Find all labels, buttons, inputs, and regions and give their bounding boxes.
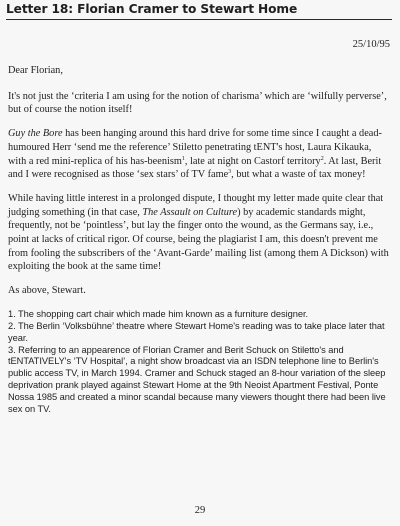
footnote-ref-2: 2 xyxy=(320,155,324,162)
paragraph-2-text-a: has been hanging around this hard drive for some time since I caught a dead-humoured Herr ‘send me the reference’ Stiletto penetrating tENT's host, Laura Kikauka, with a red mini-replica of his has-beenism xyxy=(8,128,382,167)
salutation: Dear Florian, xyxy=(8,65,63,76)
paragraph-2 xyxy=(8,127,390,182)
paragraph-2-text-b: , late at night on Castorf territory xyxy=(184,155,321,167)
footnote-2: 2. The Berlin ‘Volksbühne’ theatre where Stewart Home's reading was to take place later that year. xyxy=(8,320,385,343)
book-title-assault-on-culture: The Assault on Culture xyxy=(142,206,238,218)
footnote-3: 3. Referring to an appearence of Florian Cramer and Berit Schuck on Stiletto's and tENTATIVELY's ‘TV Hospital’, a night show broadcast via an ISDN telephone line to Berlin's public access TV, in March 1994. Cramer and Schuck staged an 8-hour variation of the sleep deprivation prank played against Stewart Home at the 9th Neoist Apartment Festival, Ponte Nossa 1985 and created a minor scandal because many viewers thought there had been live sex on TV. xyxy=(8,344,386,415)
footnote-ref-1: 1 xyxy=(181,155,185,162)
paragraph-3-text-b: ) by academic standards might, frequently, not be ‘pointless’, but lay the finger onto the wound, as the Germans say, i.e., point at lacks of critical rigor. Of course, being the plagiarist I am, this doesn't prevent me from fooling the subscribers of the ‘Avant-Garde’ mailing list (among them A Dickson) with exploiting the book at the same time! xyxy=(8,206,389,273)
footnote-1: 1. The shopping cart chair which made him known as a furniture designer. xyxy=(8,308,309,319)
letter-date: 25/10/95 xyxy=(352,39,390,50)
letter-body xyxy=(8,64,390,416)
page-number: 29 xyxy=(194,505,206,516)
footnote-ref-3: 3 xyxy=(228,169,232,176)
paragraph-2-text-c: . At last, Berit and I were recognised as those ‘sex stars’ of TV fame xyxy=(8,155,382,181)
paragraph-2-text-d: , but what a waste of tax money! xyxy=(231,169,366,181)
paragraph-3 xyxy=(8,192,390,274)
sign-off: As above, Stewart. xyxy=(8,285,86,297)
book-title-guy-the-bore: Guy the Bore xyxy=(8,128,63,140)
paragraph-3-text-a: While having little interest in a prolonged dispute, I thought my letter made quite clear that judging something (in that case, xyxy=(8,192,384,218)
paragraph-1: It's not just the ‘criteria I am using for the notion of charisma’ which are ‘wilfully perverse’, but of course the notion itself! xyxy=(8,90,387,116)
letter-heading: Letter 18: Florian Cramer to Stewart Home xyxy=(6,2,392,20)
footnotes xyxy=(8,309,390,416)
